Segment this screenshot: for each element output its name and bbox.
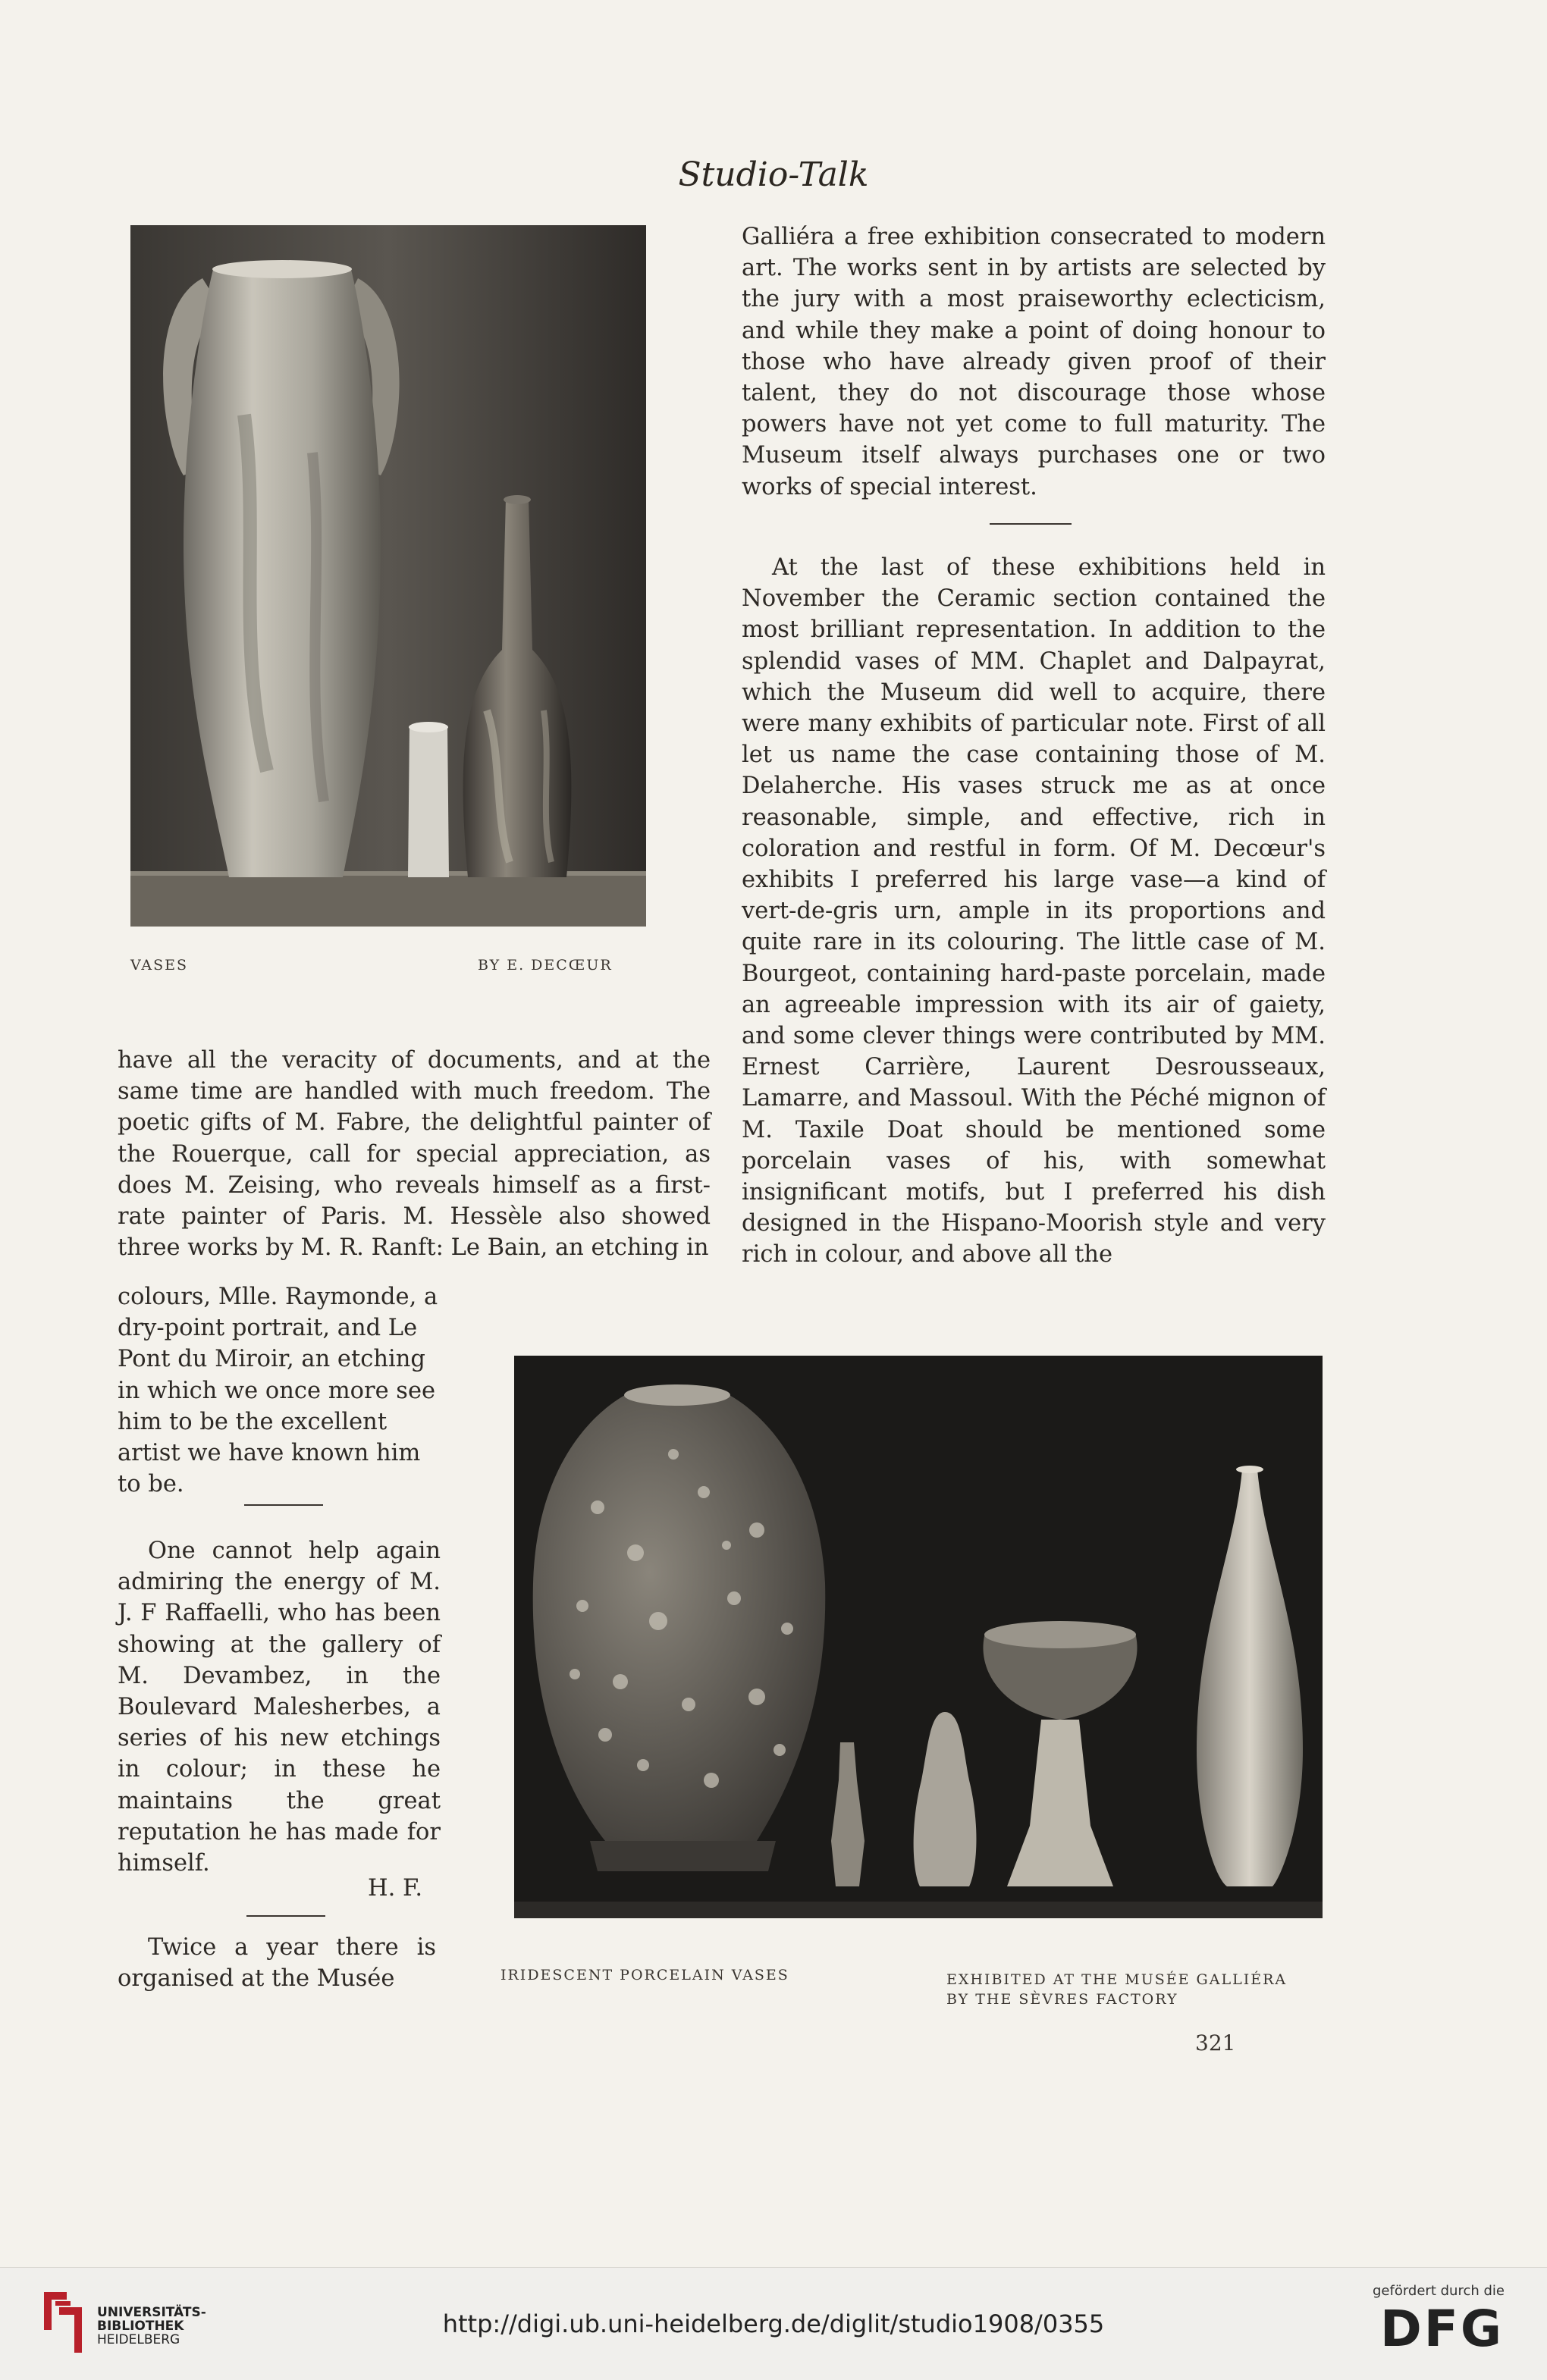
signature: H. F. [368,1875,423,1902]
section-rule [990,523,1072,525]
paragraph: colours, Mlle. Raymonde, a dry-point portrait, and Le Pont du Miroir, an etching in which we once more see him to be the excellent artist we have known him to be. [118,1284,438,1498]
university-library-name: UNIVERSITÄTS- BIBLIOTHEK HEIDELBERG [97,2305,206,2347]
dfg-logo: DFG [1380,2300,1505,2358]
vases-photograph [130,225,646,927]
paragraph: have all the veracity of documents, and at the same time are handled with much freedom. The poetic gifts of M. Fabre, the delightful painter of the Rouerque, call for special appreciation, as does M. Zeising, who reveals himself as a first-rate painter of Paris. M. Hessèle also showed three works by M. R. Ranft: Le Bain, an etching in [118,1047,711,1262]
left-column-bottom-text [118,1932,436,1994]
right-column-top-text [742,221,1326,503]
source-url-link[interactable]: http://digi.ub.uni-heidelberg.de/diglit/studio1908/0355 [442,2309,1105,2338]
paragraph: Galliéra a free exhibition consecrated to modern art. The works sent in by artists are selected by the jury with a most praiseworthy eclecticism, and while they make a point of doing honour to those who have already given proof of their talent, they do not discourage those whose powers have not yet come to full maturity. The Museum itself always purchases one or two works of special interest. [742,224,1326,500]
porcelain-vases-photograph [514,1356,1323,1918]
left-column-narrow-text [118,1281,441,1500]
digitization-footer [0,2267,1547,2380]
figure-2-caption-credit-line-2: BY THE SÈVRES FACTORY [946,1991,1178,2008]
left-column-wide-text [118,1045,711,1263]
running-head: Studio-Talk [678,155,869,194]
right-column-main-text [742,552,1326,1271]
figure-2-caption-title: IRIDESCENT PORCELAIN VASES [500,1967,789,1983]
figure-1-caption-credit: BY E. DECŒUR [478,957,613,974]
left-column-raffaelli-text [118,1535,441,1879]
funding-label: gefördert durch die [1373,2283,1505,2299]
section-rule [246,1915,325,1917]
paragraph: At the last of these exhibitions held in November the Ceramic section contained the most brilliant representation. In addition to the splendid vases of MM. Chaplet and Dalpayrat, which the Museum did well to acquire, there were many exhibits of particular note. First of all let us name the case containing those of M. Delaherche. His vases struck me as at once reasonable, simple, and effective, rich in coloration and restful in form. Of M. Decœur's exhibits I preferred his large vase—a kind of vert-de-gris urn, ample in its proportions and quite rare in its colouring. The little case of M. Bourgeot, containing hard-paste porcelain, made an agreeable impression with its air of gaiety, and some clever things were contributed by MM. Ernest Carrière, Laurent Desrousseaux, Lamarre, and Massoul. With the Péché mignon of M. Taxile Doat should be mentioned some porcelain vases of his, with somewhat insignificant motifs, but I preferred his dish designed in the Hispano-Moorish style and very rich in colour, and above all the [742,554,1326,1268]
page-number: 321 [1195,2030,1236,2055]
section-rule [244,1504,323,1506]
figure-2-caption-credit-line-1: EXHIBITED AT THE MUSÉE GALLIÉRA [946,1971,1288,1988]
paragraph: One cannot help again admiring the energy of M. J. F Raffaelli, who has been showing at the gallery of M. Devambez, in the Boulevard Malesherbes, a series of his new etchings in colour; in these he maintains the great reputation he has made for himself. [118,1538,441,1877]
figure-1-caption-title: VASES [130,957,189,974]
paragraph: Twice a year there is organised at the Musée [118,1934,436,1993]
